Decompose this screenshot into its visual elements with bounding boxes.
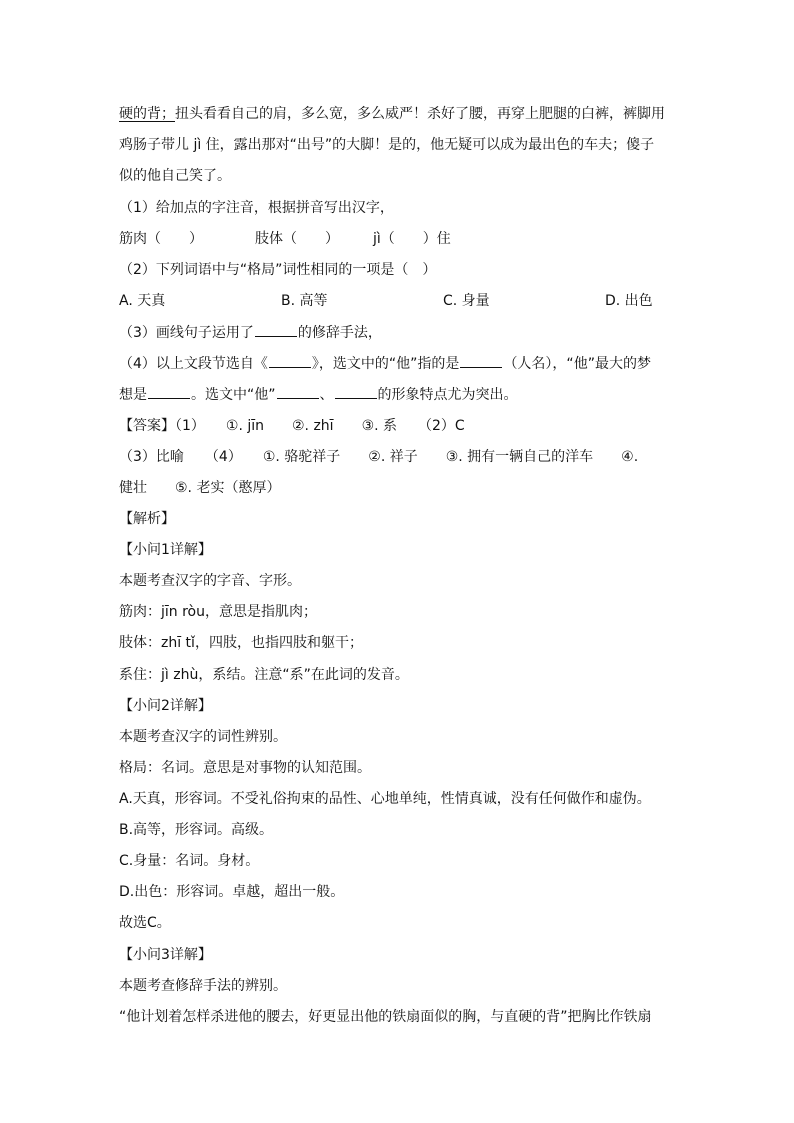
question-2-options	[119, 291, 679, 311]
s2-line: 格局：名词。意思是对事物的认知范围。	[119, 760, 371, 776]
passage-line-3: 似的他自己笑了。	[119, 168, 231, 184]
subquestion-1-header: 【小问1详解】	[119, 542, 212, 558]
q4-text-1: （4）以上文段节选自《	[119, 356, 268, 372]
question-4-line-2	[119, 384, 679, 404]
q3-text-before: （3）画线句子运用了	[119, 325, 254, 341]
q4-text-7: 的形象特点尤为突出。	[377, 387, 518, 403]
q4-text-2: 》，选文中的“他”指的是	[311, 356, 460, 372]
answer-blank	[255, 322, 297, 337]
q4-text-5: 。选文中“他”	[191, 387, 276, 403]
q2-option-b: B. 高等	[281, 293, 328, 309]
question-4-line-1	[119, 353, 679, 373]
q2-option-d: D. 出色	[605, 293, 653, 309]
q2-option-a: A. 天真	[119, 293, 166, 309]
s2-line: D.出色：形容词。卓越，超出一般。	[119, 884, 345, 900]
s2-line: 本题考查汉字的词性辨别。	[119, 729, 287, 745]
q1-item-ji: jì（ ）住	[373, 231, 451, 247]
q4-text-4: 想是	[119, 387, 147, 403]
s1-line: 本题考查汉字的字音、字形。	[119, 573, 301, 589]
s2-line: B.高等，形容词。高级。	[119, 822, 274, 838]
question-2-title: （2）下列词语中与“格局”词性相同的一项是（ ）	[119, 262, 437, 278]
s1-line: 系住：jì zhù，系结。注意“系”在此词的发音。	[119, 667, 409, 683]
subquestion-3-header: 【小问3详解】	[119, 947, 212, 963]
answer-blank	[269, 353, 311, 368]
s3-line: 本题考查修辞手法的辨别。	[119, 978, 287, 994]
question-1-items	[119, 229, 679, 249]
question-3	[119, 322, 679, 342]
s1-line: 肢体：zhī tǐ，四肢，也指四肢和躯干；	[119, 635, 363, 651]
q1-item-zhiti: 肢体（ ）	[255, 231, 339, 247]
s2-line: C.身量：名词。身材。	[119, 853, 260, 869]
q4-text-6: 、	[319, 387, 334, 403]
answer-blank	[277, 384, 319, 399]
passage-line-2: 鸡肠子带儿 jì 住，露出那对“出号”的大脚！是的，他无疑可以成为最出色的车夫；傻子	[119, 137, 655, 153]
subquestion-2-header: 【小问2详解】	[119, 698, 212, 714]
s2-line: A.天真，形容词。不受礼俗拘束的品性、心地单纯，性情真诚，没有任何做作和虚伪。	[119, 791, 651, 807]
s2-line: 故选C。	[119, 915, 171, 931]
question-1-title: （1）给加点的字注音，根据拼音写出汉字，	[119, 200, 394, 216]
answer-blank	[335, 384, 377, 399]
q1-item-jinrou: 筋肉（ ）	[119, 231, 203, 247]
answer-line-3: 健壮 ⑤. 老实（憨厚）	[119, 480, 281, 496]
passage-line-1-text: 扭头看看自己的肩，多么宽，多么威严！杀好了腰，再穿上肥腿的白裤，裤脚用	[175, 106, 665, 122]
q4-text-3: （人名），“他”最大的梦	[503, 356, 651, 372]
s1-line: 筋肉：jīn ròu，意思是指肌肉；	[119, 604, 317, 620]
q2-option-c: C. 身量	[443, 293, 490, 309]
s3-line: “他计划着怎样杀进他的腰去，好更显出他的铁扇面似的胸，与直硬的背”把胸比作铁扇	[119, 1009, 652, 1025]
passage-line-1	[119, 104, 679, 124]
underlined-sentence: 硬的背；	[119, 106, 175, 122]
answer-blank	[148, 384, 190, 399]
analysis-header: 【解析】	[119, 511, 175, 527]
answer-line-1: 【答案】（1） ①. jīn ②. zhī ③. 系 （2）C	[119, 418, 465, 434]
q3-text-after: 的修辞手法，	[297, 325, 382, 341]
answer-blank	[460, 353, 502, 368]
answer-line-2: （3）比喻 （4） ①. 骆驼祥子 ②. 祥子 ③. 拥有一辆自己的洋车 ④.	[119, 449, 639, 465]
